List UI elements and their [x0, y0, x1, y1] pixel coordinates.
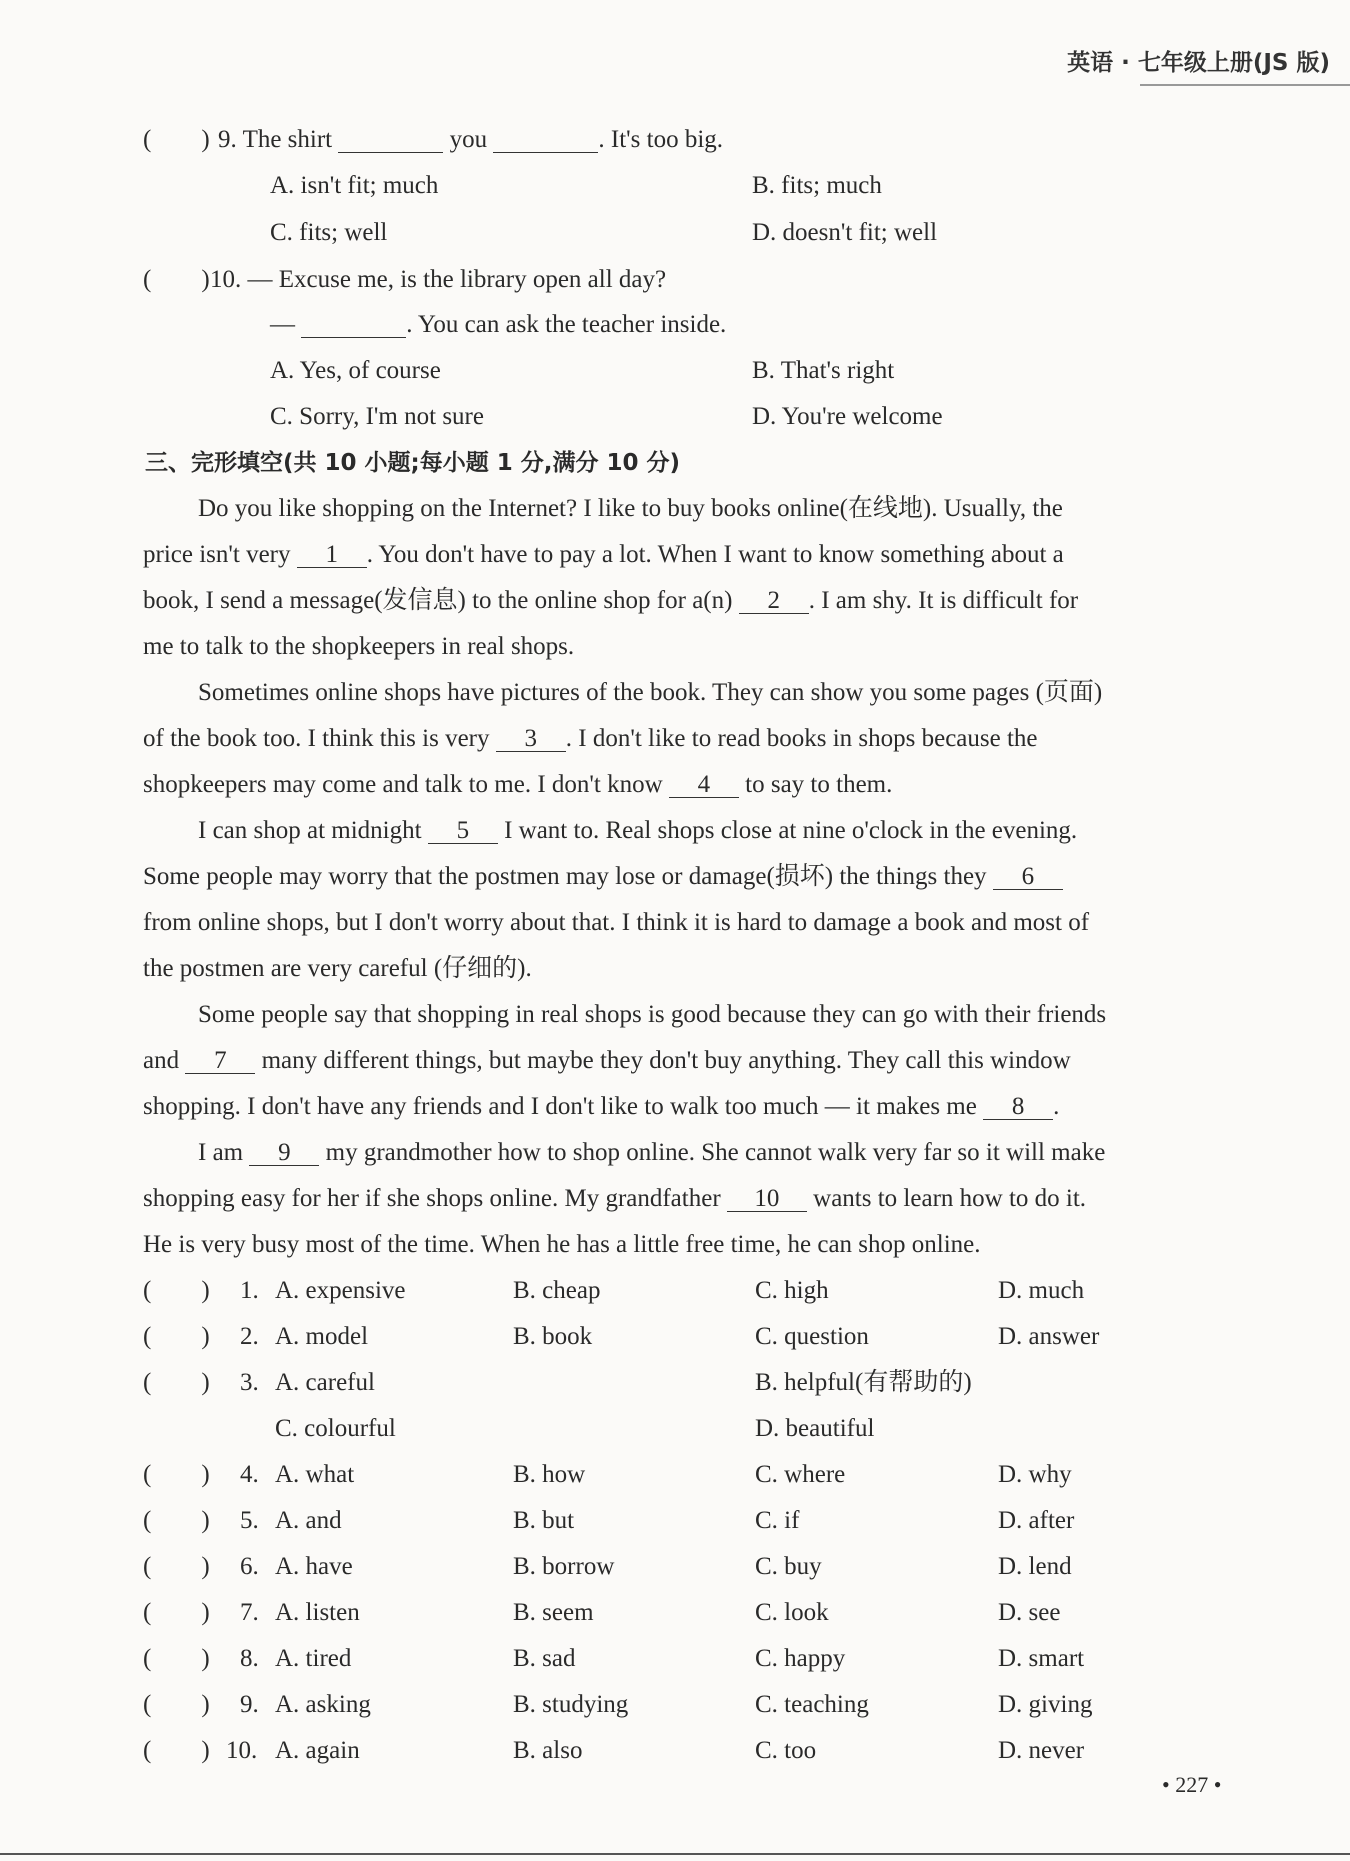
option-number: 1. — [240, 1277, 259, 1304]
option-c: C. happy — [755, 1645, 846, 1672]
option-b: B. borrow — [513, 1553, 615, 1580]
page-header: 英语 · 七年级上册(JS 版) — [1067, 50, 1330, 76]
stem-text: — Excuse me, is the library open all day? — [247, 266, 667, 293]
option-number: 10. — [226, 1737, 258, 1764]
answer-paren[interactable]: ( ) — [143, 126, 210, 153]
cloze-blank-3[interactable]: 3 — [496, 727, 566, 752]
option-d: D. giving — [998, 1691, 1093, 1718]
passage-line: from online shops, but I don't worry about that. I think it is hard to damage a book and most of — [143, 909, 1090, 936]
cloze-blank-10[interactable]: 10 — [727, 1187, 807, 1212]
option-a: A. asking — [275, 1691, 371, 1718]
option-c: C. fits; well — [270, 219, 388, 246]
answer-paren[interactable]: ( ) — [143, 1277, 210, 1304]
answer-paren[interactable]: ( ) — [143, 1461, 210, 1488]
option-c: C. teaching — [755, 1691, 869, 1718]
passage-text: my grandmother how to shop online. She cannot walk very far so it will make — [325, 1139, 1106, 1166]
option-c: C. if — [755, 1507, 800, 1534]
option-number: 4. — [240, 1461, 259, 1488]
option-b: B. cheap — [513, 1277, 601, 1304]
passage-line — [143, 586, 1078, 616]
passage-text: . You don't have to pay a lot. When I want to know something about a — [366, 541, 1064, 568]
passage-line — [143, 540, 1064, 570]
answer-paren[interactable]: ( ) — [143, 1323, 210, 1350]
option-b: B. sad — [513, 1645, 576, 1672]
cloze-blank-4[interactable]: 4 — [669, 773, 739, 798]
option-d: D. answer — [998, 1323, 1100, 1350]
option-a: A. again — [275, 1737, 360, 1764]
option-c: C. too — [755, 1737, 817, 1764]
cloze-blank-9[interactable]: 9 — [249, 1141, 319, 1166]
option-d: D. never — [998, 1737, 1085, 1764]
option-a: A. Yes, of course — [270, 357, 441, 384]
option-a: A. expensive — [275, 1277, 406, 1304]
option-b: B. but — [513, 1507, 575, 1534]
stem-text: The shirt — [242, 126, 333, 153]
passage-text: wants to learn how to do it. — [813, 1185, 1087, 1212]
option-c: C. question — [755, 1323, 869, 1350]
passage-text: I can shop at midnight — [198, 817, 422, 844]
passage-line: Sometimes online shops have pictures of the book. They can show you some pages (页面) — [198, 679, 1103, 706]
passage-line: He is very busy most of the time. When he has a little free time, he can shop online. — [143, 1231, 981, 1258]
option-number: 2. — [240, 1323, 259, 1350]
stem-text: . You can ask the teacher inside. — [406, 311, 727, 338]
answer-paren[interactable]: ( ) — [143, 1737, 210, 1764]
answer-paren[interactable]: ( ) — [143, 1691, 210, 1718]
stem-text: . It's too big. — [598, 126, 724, 153]
passage-line — [143, 1092, 1059, 1122]
passage-text: many different things, but maybe they don't buy anything. They call this window — [261, 1047, 1071, 1074]
passage-text: . I don't like to read books in shops because the — [565, 725, 1038, 752]
passage-line — [143, 862, 1063, 892]
cloze-blank-5[interactable]: 5 — [428, 819, 498, 844]
passage-text: and — [143, 1047, 180, 1074]
question-10-stem — [210, 265, 666, 295]
option-d: D. doesn't fit; well — [752, 219, 938, 246]
option-number: 3. — [240, 1369, 259, 1396]
header-rule — [1140, 84, 1350, 86]
option-d: D. why — [998, 1461, 1072, 1488]
passage-text: shopping. I don't have any friends and I don't like to walk too much — it makes me — [143, 1093, 977, 1120]
option-c: C. Sorry, I'm not sure — [270, 403, 484, 430]
bottom-rule — [0, 1853, 1350, 1855]
option-b: B. seem — [513, 1599, 594, 1626]
option-a: A. have — [275, 1553, 353, 1580]
option-number: 6. — [240, 1553, 259, 1580]
answer-paren[interactable]: ( ) — [143, 1553, 210, 1580]
option-a: A. careful — [275, 1369, 375, 1396]
option-a: A. what — [275, 1461, 355, 1488]
section-title: 三、完形填空(共 10 小题;每小题 1 分,满分 10 分) — [145, 450, 681, 476]
option-a: A. and — [275, 1507, 342, 1534]
stem-text: — — [270, 311, 295, 338]
passage-text: I am — [198, 1139, 244, 1166]
answer-paren[interactable]: ( ) — [143, 1599, 210, 1626]
option-number: 9. — [240, 1691, 259, 1718]
option-d: D. see — [998, 1599, 1061, 1626]
option-c: C. where — [755, 1461, 846, 1488]
option-b: B. helpful(有帮助的) — [755, 1369, 972, 1396]
cloze-blank-6[interactable]: 6 — [993, 865, 1063, 890]
passage-line — [198, 816, 1077, 846]
passage-text: shopping easy for her if she shops online. My grandfather — [143, 1185, 721, 1212]
passage-text: to say to them. — [745, 771, 893, 798]
option-d: D. beautiful — [755, 1415, 875, 1442]
stem-text: you — [449, 126, 488, 153]
passage-line: Do you like shopping on the Internet? I like to buy books online(在线地). Usually, the — [198, 495, 1063, 522]
option-c: C. colourful — [275, 1415, 396, 1442]
passage-text: . I am shy. It is difficult for — [808, 587, 1079, 614]
passage-text: I want to. Real shops close at nine o'clock in the evening. — [504, 817, 1078, 844]
answer-paren[interactable]: ( ) — [143, 266, 210, 293]
cloze-blank-2[interactable]: 2 — [739, 589, 809, 614]
passage-line — [143, 1184, 1086, 1214]
option-a: A. listen — [275, 1599, 360, 1626]
passage-text: . — [1053, 1093, 1060, 1120]
option-number: 8. — [240, 1645, 259, 1672]
option-b: B. book — [513, 1323, 593, 1350]
passage-line — [143, 724, 1038, 754]
cloze-blank-8[interactable]: 8 — [983, 1095, 1053, 1120]
question-9-stem — [218, 125, 723, 155]
option-d: D. smart — [998, 1645, 1085, 1672]
passage-line: the postmen are very careful (仔细的). — [143, 955, 532, 982]
answer-paren[interactable]: ( ) — [143, 1507, 210, 1534]
option-a: A. tired — [275, 1645, 352, 1672]
passage-text: price isn't very — [143, 541, 291, 568]
cloze-blank-1[interactable]: 1 — [297, 543, 367, 568]
option-d: D. much — [998, 1277, 1085, 1304]
passage-text: shopkeepers may come and talk to me. I don't know — [143, 771, 663, 798]
passage-line — [198, 1138, 1105, 1168]
passage-text: book, I send a message(发信息) to the online shop for a(n) — [143, 587, 733, 614]
option-c: C. high — [755, 1277, 829, 1304]
page-number: • 227 • — [1162, 1772, 1222, 1797]
question-number: 10. — [210, 266, 242, 293]
answer-blank[interactable] — [338, 128, 443, 153]
passage-line: me to talk to the shopkeepers in real shops. — [143, 633, 575, 660]
answer-blank[interactable] — [493, 128, 598, 153]
passage-line — [143, 770, 892, 800]
option-b: B. how — [513, 1461, 586, 1488]
option-b: B. That's right — [752, 357, 895, 384]
answer-paren[interactable]: ( ) — [143, 1369, 210, 1396]
option-c: C. buy — [755, 1553, 822, 1580]
passage-text: Some people may worry that the postmen may lose or damage(损坏) the things they — [143, 863, 987, 890]
cloze-blank-7[interactable]: 7 — [185, 1049, 255, 1074]
option-number: 5. — [240, 1507, 259, 1534]
option-b: B. fits; much — [752, 172, 882, 199]
option-d: D. You're welcome — [752, 403, 943, 430]
option-c: C. look — [755, 1599, 829, 1626]
option-d: D. lend — [998, 1553, 1072, 1580]
answer-paren[interactable]: ( ) — [143, 1645, 210, 1672]
question-10-response — [270, 310, 726, 340]
option-b: B. also — [513, 1737, 583, 1764]
passage-line: Some people say that shopping in real shops is good because they can go with their friends — [198, 1001, 1107, 1028]
option-number: 7. — [240, 1599, 259, 1626]
option-d: D. after — [998, 1507, 1075, 1534]
answer-blank[interactable] — [301, 313, 406, 338]
question-number: 9. — [218, 126, 237, 153]
option-a: A. isn't fit; much — [270, 172, 439, 199]
passage-line — [143, 1046, 1071, 1076]
option-a: A. model — [275, 1323, 369, 1350]
passage-text: of the book too. I think this is very — [143, 725, 490, 752]
option-b: B. studying — [513, 1691, 629, 1718]
